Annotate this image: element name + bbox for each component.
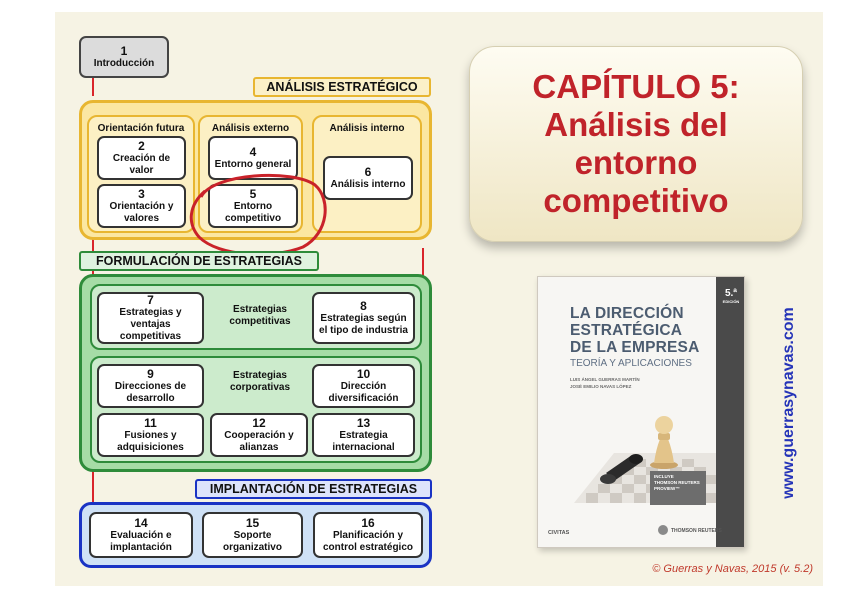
box-14 <box>89 512 193 558</box>
chapter-line: entorno <box>574 144 698 181</box>
book-title-line: DE LA EMPRESA <box>570 339 700 356</box>
box-number: 3 <box>138 186 145 201</box>
box-label: Evaluación e implantación <box>110 529 172 553</box>
box-number: 8 <box>360 298 367 313</box>
box-number: 16 <box>361 515 375 530</box>
chapter-title-card <box>469 46 803 242</box>
book-author: LUIS ÁNGEL GUERRAS MARTÍN <box>570 377 640 382</box>
connector-line <box>422 248 424 276</box>
chapter-line: competitivo <box>543 182 729 219</box>
chapter-line: Análisis del <box>544 106 728 143</box>
box-15 <box>202 512 303 558</box>
box-12 <box>210 413 308 457</box>
book-cover <box>537 276 745 548</box>
side-url-container <box>779 283 799 523</box>
book-brand: THOMSON REUTERS <box>671 528 722 534</box>
book-title <box>570 305 720 356</box>
box-7 <box>97 292 204 344</box>
box-label: Introducción <box>93 57 155 69</box>
box-label: Creación de valor <box>112 152 171 176</box>
box-label: Fusiones y adquisiciones <box>117 429 184 453</box>
box-9 <box>97 364 204 408</box>
edition-word: EDICIÓN <box>722 299 740 304</box>
box-10 <box>312 364 415 408</box>
section-title-implantacion: IMPLANTACIÓN DE ESTRATEGIAS <box>195 479 432 499</box>
box-label: Planificación y control estratégico <box>322 529 414 553</box>
box-number: 14 <box>134 515 148 530</box>
box-label: Cooperación y alianzas <box>224 429 294 453</box>
chapter-line: CAPÍTULO 5: <box>532 68 740 105</box>
box-label: Soporte organizativo <box>223 529 282 553</box>
label-corporativas: Estrategias corporativas <box>229 370 291 393</box>
box-label: Orientación y valores <box>109 200 174 224</box>
box-label: Estrategias según el tipo de industria <box>319 312 408 336</box>
book-authors <box>570 376 720 390</box>
column-header: Análisis externo <box>211 123 290 134</box>
badge-line: PROVIEW™ <box>654 486 680 491</box>
box-number: 11 <box>144 415 157 430</box>
box-number: 6 <box>364 164 372 179</box>
book-subtitle: TEORÍA Y APLICACIONES <box>570 358 692 369</box>
slide <box>55 12 823 586</box>
box-label: Estrategia internacional <box>332 429 395 453</box>
book-title-line: ESTRATÉGICA <box>570 322 683 339</box>
book-spine-band <box>716 277 745 548</box>
book-author: JOSÉ EMILIO NAVAS LÓPEZ <box>570 384 632 389</box>
box-number: 1 <box>120 43 128 58</box>
book-publisher: CIVITAS <box>548 530 570 536</box>
box-8 <box>312 292 415 344</box>
box-label: Entorno competitivo <box>224 200 282 224</box>
book-badge <box>650 471 706 505</box>
box-label: Análisis interno <box>330 178 406 190</box>
column-header: Análisis interno <box>329 123 405 134</box>
section-title-analisis: ANÁLISIS ESTRATÉGICO <box>253 77 431 97</box>
box-16 <box>313 512 423 558</box>
box-13 <box>312 413 415 457</box>
section-title-formulacion: FORMULACIÓN DE ESTRATEGIAS <box>79 251 319 271</box>
column-header: Orientación futura <box>97 123 185 134</box>
box-number: 13 <box>356 415 371 430</box>
connector-line <box>92 78 94 96</box>
box-number: 9 <box>147 366 154 381</box>
highlight-circle <box>183 167 331 259</box>
box-number: 15 <box>245 515 260 530</box>
box-number: 7 <box>147 292 154 307</box>
box-number: 4 <box>249 144 257 159</box>
box-number: 10 <box>356 366 371 381</box>
box-number: 5 <box>249 186 257 201</box>
edition-number: 5.ª <box>724 288 738 299</box>
connector-line <box>92 470 94 502</box>
box-number: 2 <box>138 138 145 153</box>
badge-line: THOMSON REUTERS <box>654 480 700 485</box>
side-url[interactable]: www.guerrasynavas.com <box>780 307 797 499</box>
box-label: Entorno general <box>214 158 292 170</box>
thomson-reuters-logo-icon <box>658 525 668 535</box>
box-number: 12 <box>252 415 266 430</box>
book-title-line: LA DIRECCIÓN <box>570 305 684 322</box>
badge-line: INCLUYE <box>654 474 674 479</box>
box-11 <box>97 413 204 457</box>
box-6 <box>323 156 413 200</box>
label-competitivas: Estrategias competitivas <box>229 304 291 327</box>
box-label: Estrategias y ventajas competitivas <box>119 306 182 342</box>
book-edition <box>719 289 743 305</box>
intro-box <box>79 36 169 78</box>
copyright: © Guerras y Navas, 2015 (v. 5.2) <box>652 563 813 575</box>
box-label: Direcciones de desarrollo <box>114 380 187 404</box>
box-label: Dirección diversificación <box>328 380 399 404</box>
box-2 <box>97 136 186 180</box>
box-3 <box>97 184 186 228</box>
